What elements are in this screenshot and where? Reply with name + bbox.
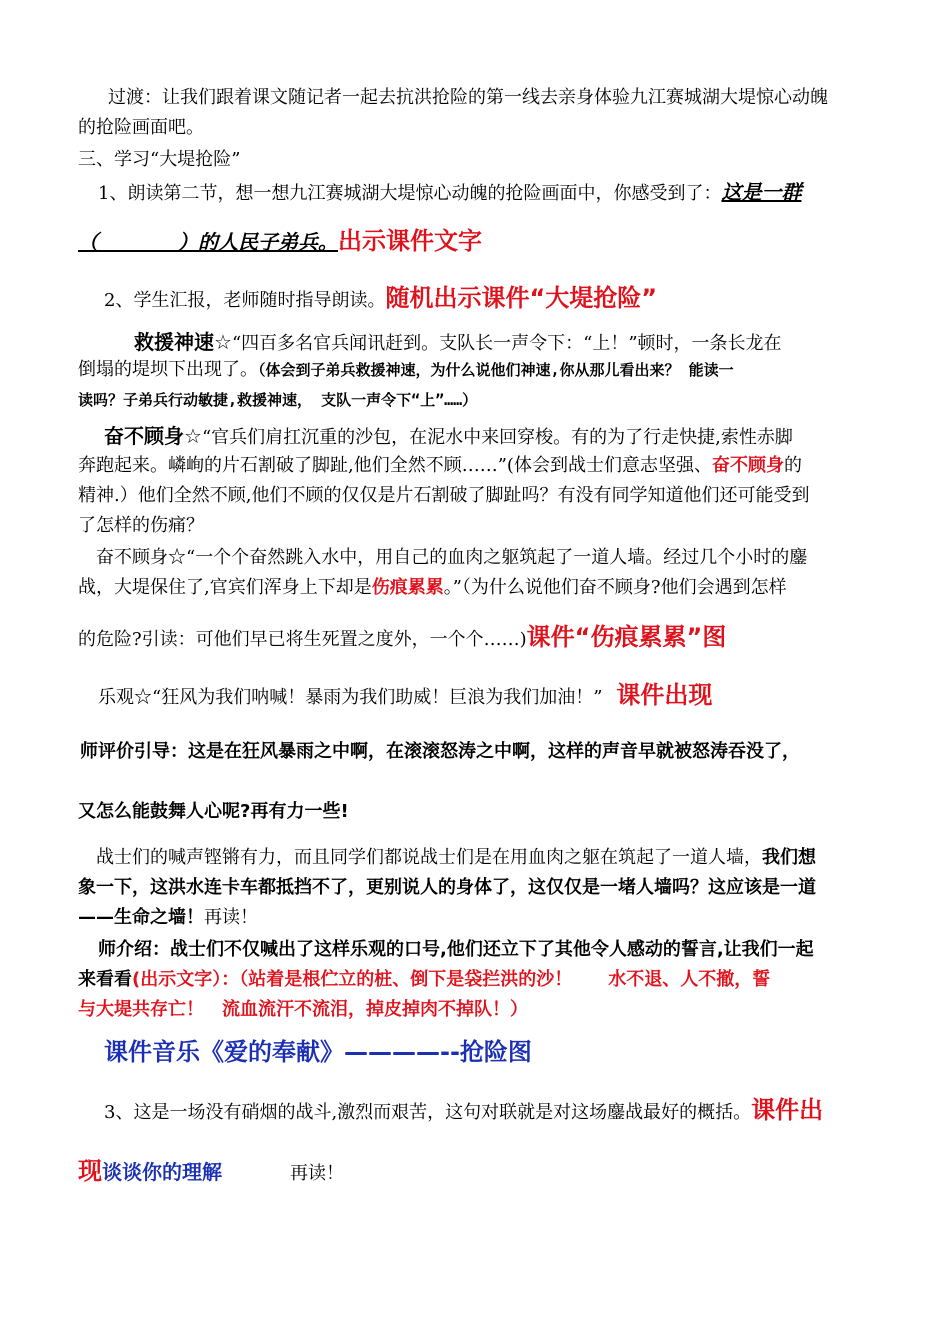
question-3-reread: 再读！ (290, 1163, 344, 1184)
wall-reread: 再读！ (204, 907, 258, 928)
transition-line-2: 的抢险画面吧。 (78, 117, 204, 138)
question-1-text: 1、朗读第二节，想一想九江赛城湖大堤惊心动魄的抢险画面中，你感受到了： (98, 183, 722, 204)
wall-text-1: 战士们的喊声铿锵有力，而且同学们都说战士们是在用血肉之躯在筑起了一道人墙， (96, 847, 762, 868)
brave-line-3: 精神.）他们全然不顾,他们不顾的仅仅是片石割破了脚趾吗？有没有同学知道他们还可能受到 (78, 485, 810, 506)
question-3-courseware-end: 现 (78, 1157, 102, 1185)
oath-text-2: 与大堤共存亡！ 流血流汗不流泪，掉皮掉肉不掉队！） (78, 999, 528, 1020)
rescue-note-2: 读吗？子弟兵行动敏捷,救援神速， 支队一声令下“上”……） (78, 391, 478, 409)
scars-word: 伤痕累累 (371, 577, 444, 598)
teacher-eval-line-1: 师评价引导：这是在狂风暴雨之中啊，在滚滚怒涛之中啊，这样的声音早就被怒涛吞没了， (80, 741, 800, 762)
brave2-quote-end: 。”（为什么说他们奋不顾身?他们会遇到怎样 (443, 577, 787, 598)
teacher-intro-line-2 (78, 966, 770, 994)
wall-of-life: ——生命之墙！ (78, 907, 204, 928)
question-2 (104, 282, 657, 317)
brave-quote-2: 奔跑起来。嶙峋的片石割破了脚趾,他们全然不顾……”(体会到战士们意志坚强、 (78, 455, 712, 476)
scars-courseware-note: 课件“伤痕累累”图 (526, 623, 727, 651)
wall-line-3 (78, 904, 258, 932)
question-3-continued (78, 1154, 344, 1191)
optimism-quote: 乐观☆“狂风为我们呐喊！暴雨为我们助威！巨浪为我们加油！” (98, 687, 603, 708)
question-1 (98, 178, 801, 208)
question-1-emphasis: 这是一群 (721, 180, 802, 204)
brave-line-2 (78, 452, 802, 480)
rescue-note-1: （体会到子弟兵救援神速，为什么说他们神速,你从那儿看出来？ 能读一 (258, 361, 734, 379)
wall-line-1 (96, 844, 816, 872)
brave-line-1 (104, 422, 793, 452)
brave2-line-3 (78, 620, 726, 657)
brave-line-4: 了怎样的伤痛？ (78, 515, 204, 536)
music-courseware-line: 课件音乐《爱的奉献》————--抢险图 (104, 1038, 532, 1066)
optimism-courseware-note: 课件出现 (616, 681, 713, 709)
teacher-intro-see: 来看看 (78, 969, 132, 990)
random-courseware-note: 随机出示课件“大堤抢险” (385, 284, 657, 312)
brave-red-word: 奋不顾身 (711, 455, 784, 476)
rescue-label: 救援神速☆ (134, 330, 232, 354)
wall-text-1-bold: 我们想 (762, 847, 816, 868)
section-heading: 三、学习“大堤抢险” (78, 149, 241, 170)
wall-line-2: 象一下，这洪水连卡车都抵挡不了，更别说人的身体了，这仅仅是一堵人墙吗？这应该是一道 (78, 877, 816, 898)
question-3-courseware: 课件出 (751, 1096, 824, 1124)
teacher-eval-line-2: 又怎么能鼓舞人心呢?再有力一些! (78, 801, 349, 822)
question-1-blank: （ ） (78, 230, 198, 254)
brave-quote-2-end: 的 (783, 455, 802, 476)
brave2-quote: 战，大堤保住了,官宾们浑身上下却是 (78, 577, 372, 598)
teacher-intro-line-1: 师介绍：战士们不仅喊出了这样乐观的口号,他们还立下了其他令人感动的誓言,让我们一起 (98, 939, 814, 960)
question-3 (104, 1094, 823, 1129)
discuss-understanding: 谈谈你的理解 (102, 1160, 222, 1184)
question-1-emphasis-2: 的人民子弟兵。 (198, 230, 338, 254)
question-2-text: 2、学生汇报，老师随时指导朗读。 (104, 290, 386, 311)
transition-line-1: 过渡：让我们跟着课文随记者一起去抗洪抢险的第一线去亲身体验九江赛城湖大堤惊心动魄 (108, 87, 828, 108)
rescue-line-2 (78, 356, 734, 384)
brave2-guided-reading: 的危险?引读：可他们早已将生死置之度外，一个个……) (78, 629, 527, 650)
rescue-quote-1: “四百多名官兵闻讯赶到。支队长一声令下：“上！”顿时，一条长龙在 (231, 333, 782, 354)
brave-quote-1: “官兵们肩扛沉重的沙包，在泥水中来回穿梭。有的为了行走快捷,索性赤脚 (201, 427, 793, 448)
oath-text-1: (出示文字）：（站着是根伫立的桩、倒下是袋拦洪的沙！ 水不退、人不撤，誓 (132, 969, 771, 990)
brave-label: 奋不顾身☆ (104, 424, 202, 448)
question-3-text: 3、这是一场没有硝烟的战斗,激烈而艰苦，这句对联就是对这场鏖战最好的概括。 (104, 1102, 752, 1123)
brave2-line-1: 奋不顾身☆“一个个奋然跳入水中，用自己的血肉之躯筑起了一道人墙。经过几个小时的鏖 (96, 547, 808, 568)
rescue-quote-2: 倒塌的堤坝下出现了。 (78, 359, 258, 380)
optimism-line (98, 678, 712, 715)
question-1-continued (78, 224, 482, 261)
show-courseware-text: 出示课件文字 (338, 227, 482, 255)
rescue-line-1 (134, 328, 782, 358)
brave2-line-2 (78, 574, 787, 602)
